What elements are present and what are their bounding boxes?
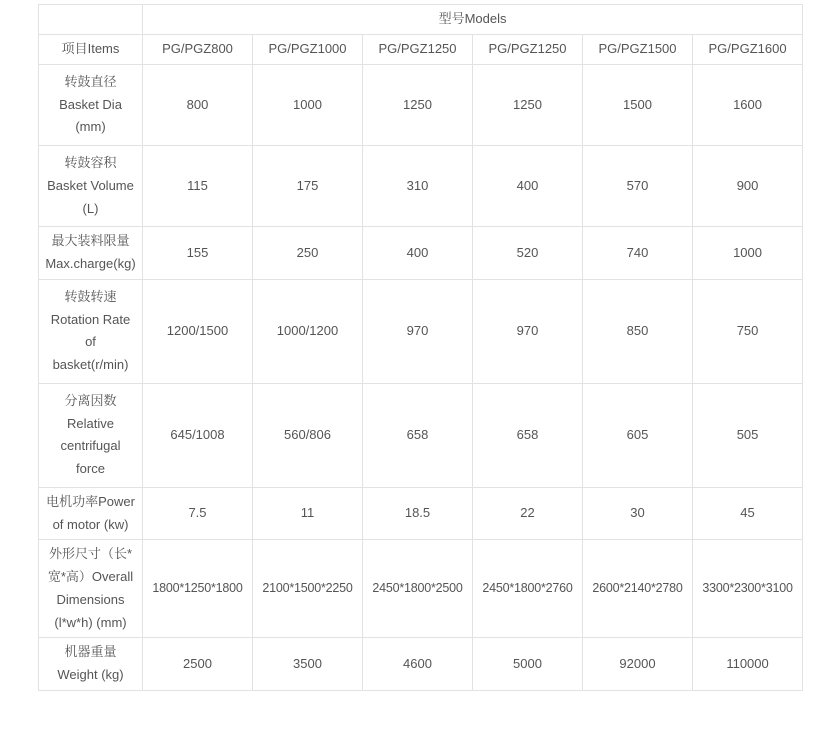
- cell-value: 520: [473, 227, 583, 280]
- cell-value: 400: [473, 146, 583, 227]
- cell-value: 175: [253, 146, 363, 227]
- cell-value: 400: [363, 227, 473, 280]
- row-label-line: (L): [82, 200, 99, 216]
- table-row: [39, 638, 803, 691]
- row-label-line: of: [85, 334, 96, 350]
- cell-value: 658: [363, 383, 473, 487]
- table-row: [39, 64, 803, 145]
- cell-value: 800: [143, 64, 253, 145]
- cell-value: 970: [473, 279, 583, 383]
- row-label-basket-volume: [39, 146, 143, 227]
- row-label-line: 转鼓转速: [64, 288, 117, 304]
- models-header-cell: 型号Models: [143, 5, 803, 35]
- cell-value: 4600: [363, 638, 473, 691]
- row-label-overall-dimensions: [39, 540, 143, 638]
- row-label-line: Relative: [67, 415, 114, 431]
- corner-cell: [39, 5, 143, 35]
- row-label-line: centrifugal: [60, 438, 121, 454]
- cell-value: 645/1008: [143, 383, 253, 487]
- row-label-line: force: [76, 461, 105, 476]
- row-label-line: of motor (kw): [52, 516, 129, 532]
- cell-value: 850: [583, 279, 693, 383]
- cell-value: 1000: [253, 64, 363, 145]
- row-label-line: Basket Volume: [47, 177, 134, 193]
- model-column-header-1: PG/PGZ800: [143, 35, 253, 65]
- row-label-relative-centrifugal-force: [39, 383, 143, 487]
- specifications-table: [38, 4, 803, 691]
- row-label-power-of-motor: [39, 487, 143, 540]
- table-row-column-headers: [39, 35, 803, 65]
- table-row: [39, 146, 803, 227]
- cell-value: 1250: [473, 64, 583, 145]
- row-label-line: 宽*高）Overall: [47, 569, 134, 584]
- table-row: [39, 279, 803, 383]
- row-label-line: 分离因数: [64, 392, 117, 408]
- model-column-header-2: PG/PGZ1000: [253, 35, 363, 65]
- row-label-line: Weight (kg): [57, 667, 124, 682]
- row-label-rotation-rate: [39, 279, 143, 383]
- cell-value: 2100*1500*2250: [253, 540, 363, 638]
- cell-value: 115: [143, 146, 253, 227]
- cell-value: 658: [473, 383, 583, 487]
- cell-value: 2450*1800*2760: [473, 540, 583, 638]
- cell-value: 5000: [473, 638, 583, 691]
- cell-value: 1500: [583, 64, 693, 145]
- row-label-line: 电机功率Power: [46, 493, 135, 509]
- cell-value: 750: [693, 279, 803, 383]
- cell-value: 18.5: [363, 487, 473, 540]
- cell-value: 1800*1250*1800: [143, 540, 253, 638]
- row-label-weight: [39, 638, 143, 691]
- table-row: [39, 540, 803, 638]
- row-label-line: (mm): [75, 119, 106, 135]
- row-label-line: 外形尺寸（长*: [48, 546, 133, 562]
- cell-value: 30: [583, 487, 693, 540]
- table-row: [39, 487, 803, 540]
- cell-value: 3300*2300*3100: [693, 540, 803, 638]
- cell-value: 2600*2140*2780: [583, 540, 693, 638]
- cell-value: 250: [253, 227, 363, 280]
- cell-value: 110000: [693, 638, 803, 691]
- cell-value: 1200/1500: [143, 279, 253, 383]
- row-label-line: basket(r/min): [52, 357, 129, 372]
- items-header-cell: 项目Items: [39, 35, 143, 65]
- cell-value: 560/806: [253, 383, 363, 487]
- cell-value: 1250: [363, 64, 473, 145]
- cell-value: 570: [583, 146, 693, 227]
- model-column-header-5: PG/PGZ1500: [583, 35, 693, 65]
- row-label-line: 转鼓直径: [64, 73, 117, 89]
- cell-value: 1000/1200: [253, 279, 363, 383]
- cell-value: 740: [583, 227, 693, 280]
- model-column-header-6: PG/PGZ1600: [693, 35, 803, 65]
- row-label-line: 机器重量: [64, 644, 117, 660]
- row-label-line: 最大装料限量: [51, 233, 130, 249]
- table-body: [39, 5, 803, 691]
- cell-value: 505: [693, 383, 803, 487]
- row-label-max-charge: [39, 227, 143, 280]
- cell-value: 1000: [693, 227, 803, 280]
- cell-value: 22: [473, 487, 583, 540]
- table-row: [39, 383, 803, 487]
- cell-value: 45: [693, 487, 803, 540]
- cell-value: 2450*1800*2500: [363, 540, 473, 638]
- cell-value: 155: [143, 227, 253, 280]
- cell-value: 970: [363, 279, 473, 383]
- cell-value: 1600: [693, 64, 803, 145]
- cell-value: 605: [583, 383, 693, 487]
- cell-value: 900: [693, 146, 803, 227]
- cell-value: 11: [253, 487, 363, 540]
- row-label-line: Dimensions: [56, 591, 125, 607]
- row-label-line: Rotation Rate: [50, 311, 131, 327]
- table-row: [39, 227, 803, 280]
- model-column-header-4: PG/PGZ1250: [473, 35, 583, 65]
- table-row-models-header: [39, 5, 803, 35]
- cell-value: 7.5: [143, 487, 253, 540]
- row-label-line: Basket Dia: [59, 96, 122, 112]
- cell-value: 2500: [143, 638, 253, 691]
- row-label-basket-dia: [39, 64, 143, 145]
- cell-value: 92000: [583, 638, 693, 691]
- row-label-line: 转鼓容积: [64, 155, 117, 170]
- row-label-line: Max.charge(kg): [45, 256, 136, 271]
- row-label-line: (l*w*h) (mm): [54, 614, 127, 630]
- cell-value: 310: [363, 146, 473, 227]
- cell-value: 3500: [253, 638, 363, 691]
- model-column-header-3: PG/PGZ1250: [363, 35, 473, 65]
